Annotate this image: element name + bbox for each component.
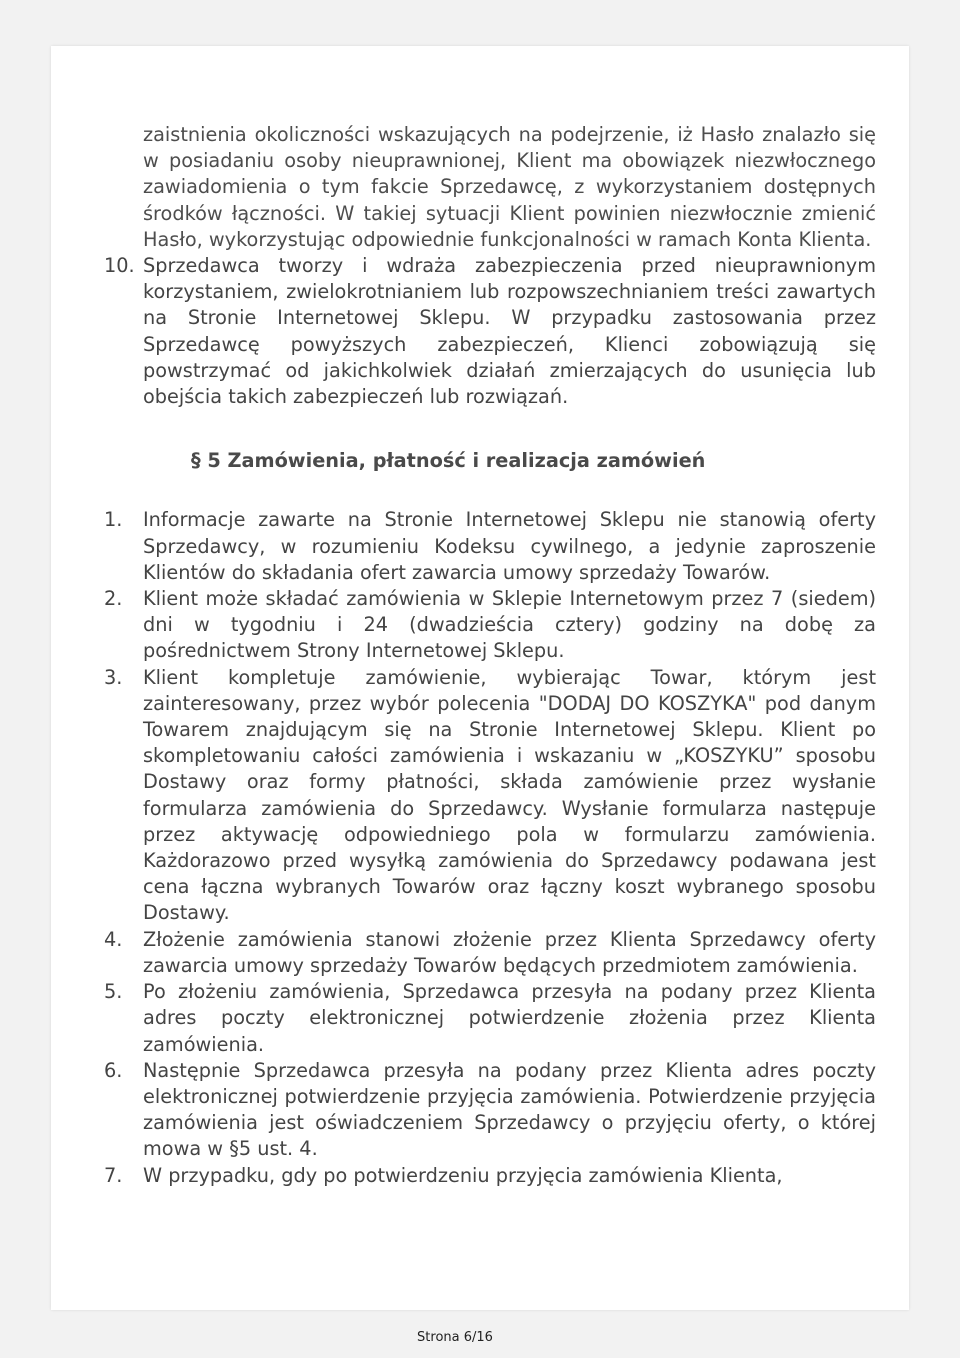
list-item-number: 3. <box>104 665 123 689</box>
page-number-footer: Strona 6/16 <box>417 1330 493 1345</box>
list-item-10 <box>104 253 876 410</box>
list-item-6 <box>104 1058 876 1163</box>
list-item-4 <box>104 927 876 979</box>
document-content <box>104 122 876 1189</box>
list-item-number: 10. <box>104 254 135 278</box>
list-item-2 <box>104 586 876 665</box>
list-item-number: 6. <box>104 1058 123 1082</box>
list-item-text: W przypadku, gdy po potwierdzeniu przyjęcia zamówienia Klienta, <box>143 1163 783 1187</box>
list-item-text: Po złożeniu zamówienia, Sprzedawca przesyła na podany przez Klienta adres poczty elektronicznej potwierdzenie złożenia przez Klienta zamówienia. <box>143 980 876 1056</box>
intro-paragraph <box>104 122 876 253</box>
list-item-1 <box>104 507 876 586</box>
list-item-number: 2. <box>104 587 123 611</box>
intro-text: zaistnienia okoliczności wskazujących na podejrzenie, iż Hasło znalazło się w posiadaniu osoby nieuprawnionej, Klient ma obowiązek niezwłocznego zawiadomienia o tym fakcie Sprzedawcę, z wykorzystaniem dostępnych środków łączności. W takiej sytuacji Klient powinien niezwłocznie zmienić Hasło, wykorzystując odpowiednie funkcjonalności w ramach Konta Klienta. <box>143 123 876 251</box>
list-item-number: 7. <box>104 1163 123 1187</box>
list-item-3 <box>104 665 876 927</box>
list-item-text: Złożenie zamówienia stanowi złożenie przez Klienta Sprzedawcy oferty zawarcia umowy sprzedaży Towarów będących przedmiotem zamówienia. <box>143 927 876 977</box>
list-item-number: 4. <box>104 927 123 951</box>
list-item-text: Informacje zawarte na Stronie Internetowej Sklepu nie stanowią oferty Sprzedawcy, w rozumieniu Kodeksu cywilnego, a jedynie zaproszenie Klientów do składania ofert zawarcia umowy sprzedaży Towarów. <box>143 508 876 584</box>
list-item-text: Następnie Sprzedawca przesyła na podany przez Klienta adres poczty elektronicznej potwierdzenie przyjęcia zamówienia. Potwierdzenie przyjęcia zamówienia jest oświadczeniem Sprzedawcy o przyjęciu oferty, o której mowa w §5 ust. 4. <box>143 1058 876 1161</box>
list-item-7 <box>104 1163 876 1189</box>
section-heading: § 5 Zamówienia, płatność i realizacja zamówień <box>191 449 706 473</box>
list-item-text: Klient kompletuje zamówienie, wybierając Towar, którym jest zainteresowany, przez wybór polecenia "DODAJ DO KOSZYKA" pod danym Towarem znajdującym się na Stronie Internetowej Sklepu. Klient po skompletowaniu całości zamówienia i wskazaniu w „KOSZYKU” sposobu Dostawy oraz formy płatności, składa zamówienie przez wysłanie formularza zamówienia do Sprzedawcy. Wysłanie formularza następuje przez aktywację odpowiedniego pola w formularzu zamówienia. Każdorazowo przed wysyłką zamówienia do Sprzedawcy podawana jest cena łączna wybranych Towarów oraz łączny koszt wybranego sposobu Dostawy. <box>143 665 876 925</box>
list-item-text: Klient może składać zamówienia w Sklepie Internetowym przez 7 (siedem) dni w tygodniu i 24 (dwadzieścia cztery) godziny na dobę za pośrednictwem Strony Internetowej Sklepu. <box>143 587 876 663</box>
list-item-number: 1. <box>104 508 123 532</box>
list-item-number: 5. <box>104 980 123 1004</box>
list-item-5 <box>104 979 876 1058</box>
list-item-text: Sprzedawca tworzy i wdraża zabezpieczenia przed nieuprawnionym korzystaniem, zwielokrotnianiem lub rozpowszechnianiem treści zawartych na Stronie Internetowej Sklepu. W przypadku zastosowania przez Sprzedawcę powyższych zabezpieczeń, Klienci zobowiązują się powstrzymać od jakichkolwiek działań zmierzających do usunięcia lub obejścia takich zabezpieczeń lub rozwiązań. <box>143 254 876 409</box>
